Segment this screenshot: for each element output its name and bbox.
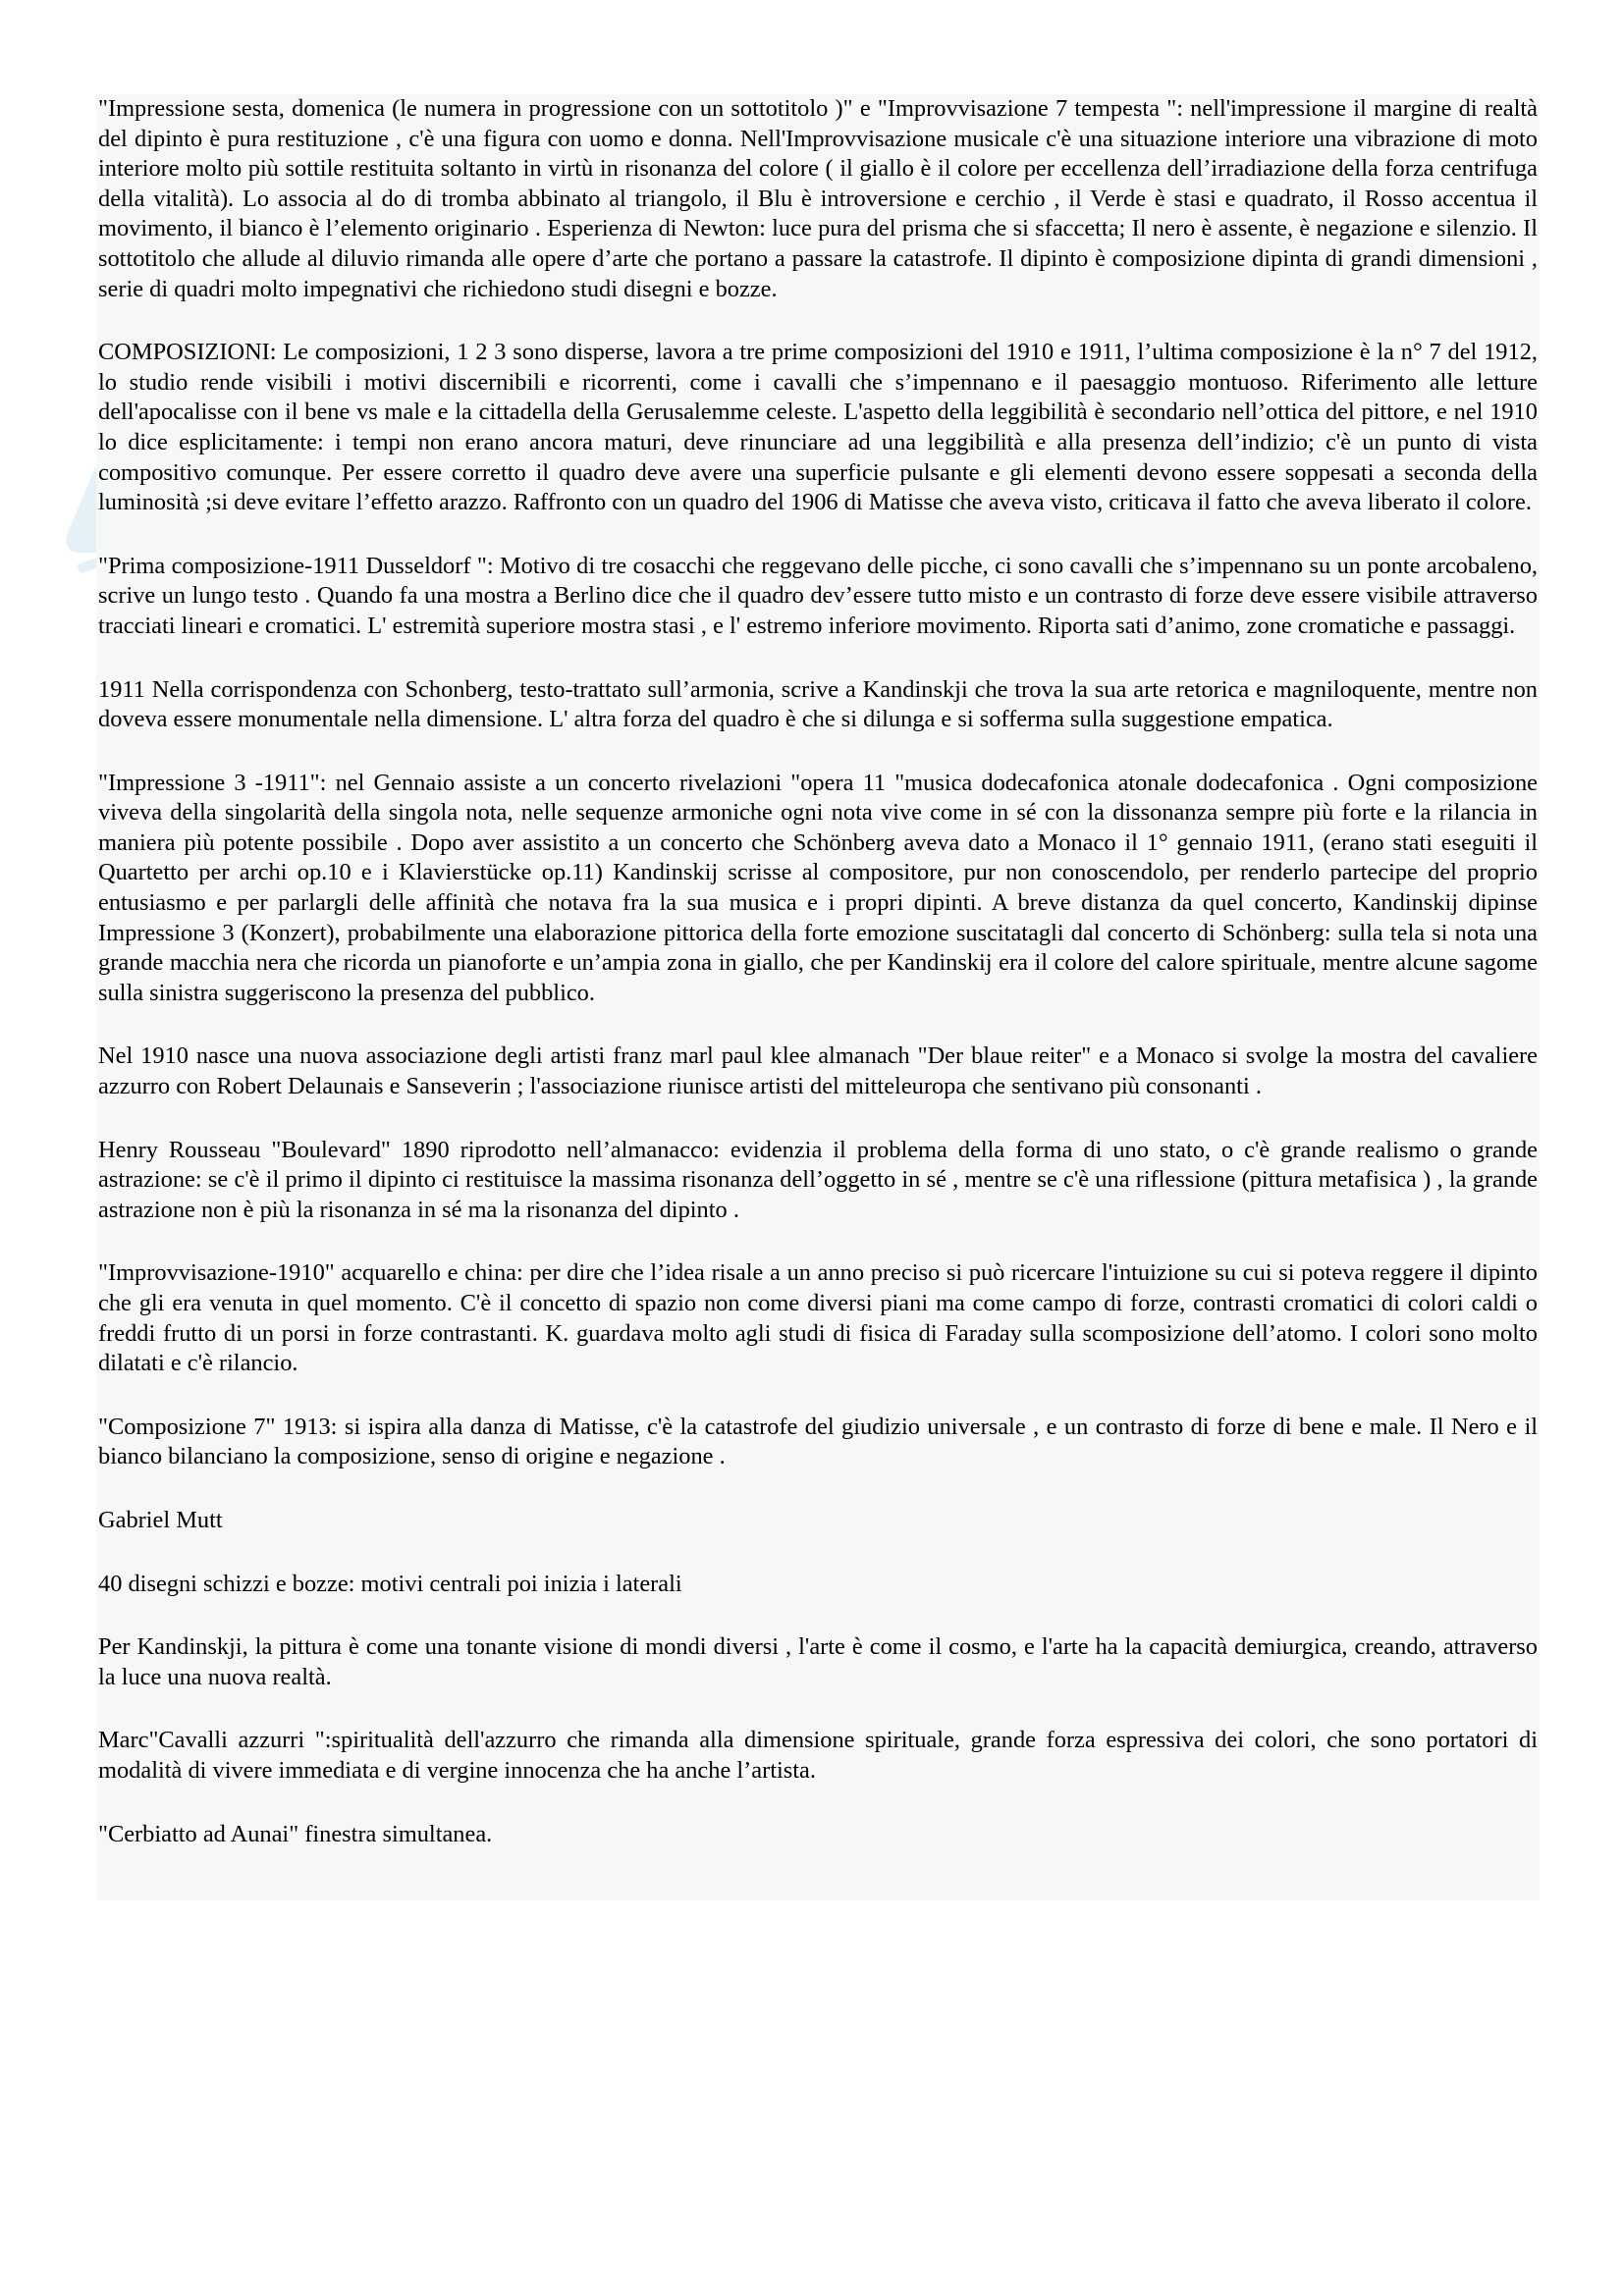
paragraph-improvvisazione-1910: "Improvvisazione-1910" acquarello e china: per dire che l’idea risale a un anno preciso si può ricercare l'intuizione su cui si poteva reggere il dipinto che gli era venuta in quel momento. C'è il concetto di spazio non come diversi piani ma come campo di forze, contrasti cromatici di colori caldi o freddi frutto di un porsi in forze contrastanti. K. guardava molto agli studi di fisica di Faraday sulla scomposizione dell’atomo. I colori sono molto dilatati e c'è rilancio. (98, 1259, 1538, 1377)
paragraph-cerbiatto: "Cerbiatto ad Aunai" finestra simultanea. (98, 1820, 493, 1847)
document-body (96, 94, 1540, 1900)
paragraph-pittura-cosmo: Per Kandinskji, la pittura è come una tonante visione di mondi diversi , l'arte è come il cosmo, e l'arte ha la capacità demiurgica, creando, attraverso la luce una nuova realtà. (98, 1633, 1538, 1690)
paragraph-prima-composizione: "Prima composizione-1911 Dusseldorf ": Motivo di tre cosacchi che reggevano delle picche, ci sono cavalli che s’impennano su un ponte arcobaleno, scrive un lungo testo . Quando fa una mostra a Berlino dice che il quadro dev’essere tutto misto e un contrasto di forze deve essere visibile attraverso tracciati lineari e cromatici. L' estremità superiore mostra stasi , e l' estremo inferiore movimento. Riporta sati d’animo, zone cromatiche e passaggi. (98, 552, 1538, 639)
paragraph-schonberg: 1911 Nella corrispondenza con Schonberg, testo-trattato sull’armonia, scrive a Kandinskji che trova la sua arte retorica e magniloquente, mentre non doveva essere monumentale nella dimensione. L' altra forza del quadro è che si dilunga e si sofferma sulla suggestione empatica. (98, 675, 1538, 733)
paragraph-composizione-7: "Composizione 7" 1913: si ispira alla danza di Matisse, c'è la catastrofe del giudizio universale , e un contrasto di forze di bene e male. Il Nero e il bianco bilanciano la composizione, senso di origine e negazione . (98, 1413, 1538, 1470)
paragraph-cavalli-azzurri: Marc"Cavalli azzurri ":spiritualità dell'azzurro che rimanda alla dimensione spirituale, grande forza espressiva dei colori, che sono portatori di modalità di vivere immediata e di vergine innocenza che ha anche l’artista. (98, 1727, 1538, 1784)
paragraph-gabriel-mutt: Gabriel Mutt (98, 1506, 223, 1533)
paragraph-impressione-sesta: "Impressione sesta, domenica (le numera in progressione con un sottotitolo )" e "Improvvisazione 7 tempesta ": nell'impressione il margine di realtà del dipinto è pura restituzione , c'è una figura con uomo e donna. Nell'Improvvisazione musicale c'è una situazione interiore una vibrazione di moto interiore molto più sottile restituita soltanto in virtù in risonanza del colore ( il giallo è il colore per eccellenza dell’irradiazione della forza centrifuga della vitalità). Lo associa al do di tromba abbinato al triangolo, il Blu è introversione e cerchio , il Verde è stasi e quadrato, il Rosso accentua il movimento, il bianco è l’elemento originario . Esperienza di Newton: luce pura del prisma che si sfaccetta; Il nero è assente, è negazione e silenzio. Il sottotitolo che allude al diluvio rimanda alle opere d’arte che portano a passare la catastrofe. Il dipinto è composizione dipinta di grandi dimensioni , serie di quadri molto impegnativi che richiedono studi disegni e bozze. (98, 95, 1538, 302)
paragraph-impressione-3: "Impressione 3 -1911": nel Gennaio assiste a un concerto rivelazioni "opera 11 "musica dodecafonica atonale dodecafonica . Ogni composizione viveva della singolarità della singola nota, nelle sequenze armoniche ogni nota vive come in sé con la dissonanza sempre più forte e la rilancia in maniera più potente possibile . Dopo aver assistito a un concerto che Schönberg aveva dato a Monaco il 1° gennaio 1911, (erano stati eseguiti il Quartetto per archi op.10 e i Klavierstücke op.11) Kandinskij scrisse al compositore, pur non conoscendolo, per renderlo partecipe del proprio entusiasmo e per parlargli delle affinità che notava fra la sua musica e i propri dipinti. A breve distanza da quel concerto, Kandinskij dipinse Impressione 3 (Konzert), probabilmente una elaborazione pittorica della forte emozione suscitatagli dal concerto di Schönberg: sulla tela si nota una grande macchia nera che ricorda un pianoforte e un’ampia zona in giallo, che per Kandinskij era il colore del calore spirituale, mentre alcune sagome sulla sinistra suggeriscono la presenza del pubblico. (98, 769, 1538, 1006)
paragraph-rousseau: Henry Rousseau "Boulevard" 1890 riprodotto nell’almanacco: evidenzia il problema della forma di uno stato, o c'è grande realismo o grande astrazione: se c'è il primo il dipinto ci restituisce la massima risonanza dell’oggetto in sé , mentre se c'è una riflessione (pittura metafisica ) , la grande astrazione non è più la risonanza in sé ma la risonanza del dipinto . (98, 1136, 1538, 1223)
paragraph-blaue-reiter: Nel 1910 nasce una nuova associazione degli artisti franz marl paul klee almanach "Der blaue reiter" e a Monaco si svolge la mostra del cavaliere azzurro con Robert Delaunais e Sanseverin ; l'associazione riunisce artisti del mitteleuropa che sentivano più consonanti . (98, 1042, 1538, 1100)
paragraph-40-disegni: 40 disegni schizzi e bozze: motivi centrali poi inizia i laterali (98, 1570, 682, 1597)
paragraph-composizioni: COMPOSIZIONI: Le composizioni, 1 2 3 sono disperse, lavora a tre prime composizioni del 1910 e 1911, l’ultima composizione è la n° 7 del 1912, lo studio rende visibili i motivi discernibili e ricorrenti, come i cavalli che s’impennano e il paesaggio montuoso. Riferimento alle letture dell'apocalisse con il bene vs male e la cittadella della Gerusalemme celeste. L'aspetto della leggibilità è secondario nell’ottica del pittore, e nel 1910 lo dice esplicitamente: i tempi non erano ancora maturi, deve rinunciare ad una leggibilità e alla presenza dell’indizio; c'è un punto di vista compositivo comunque. Per essere corretto il quadro deve avere una superficie pulsante e gli elementi devono essere soppesati a seconda della luminosità ;si deve evitare l’effetto arazzo. Raffronto con un quadro del 1906 di Matisse che aveva visto, criticava il fatto che aveva liberato il colore. (98, 339, 1538, 516)
